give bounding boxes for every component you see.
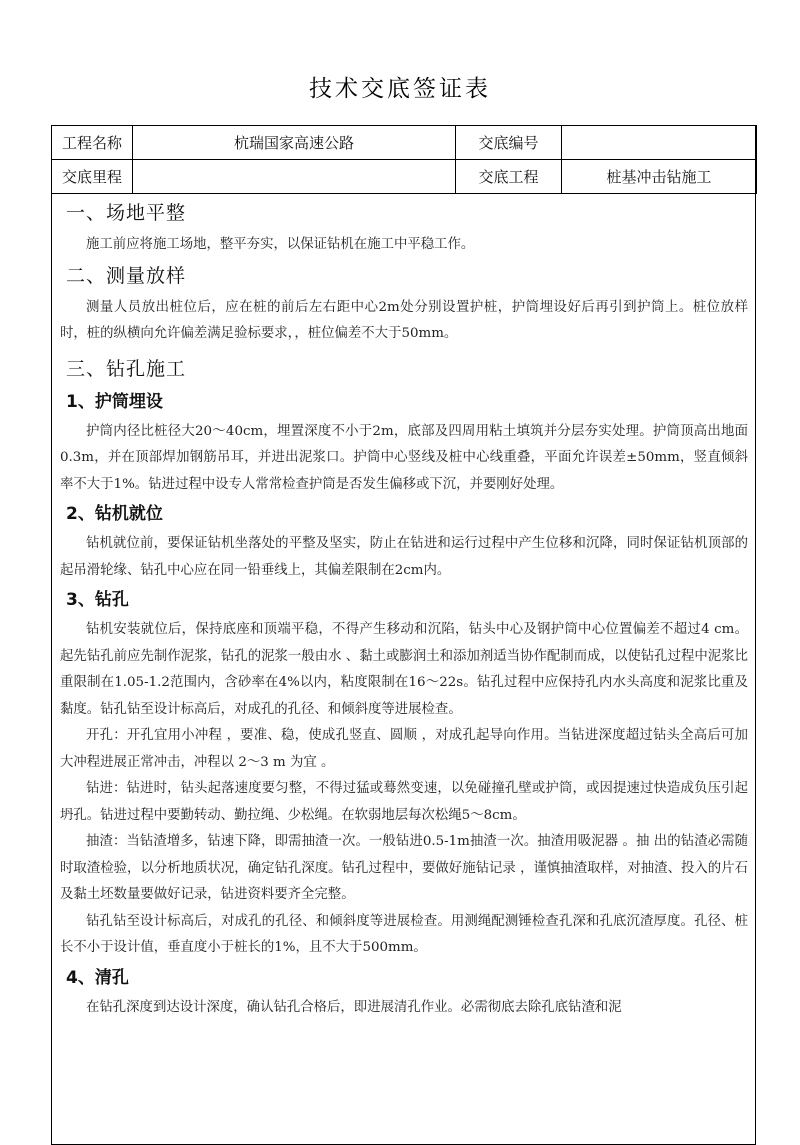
subsection-paragraph: 抽渣：当钻渣增多，钻速下降，即需抽渣一次。一般钻进0.5-1m抽渣一次。抽渣用吸泥器 。抽 出的钻渣必需随时取渣检验，以分析地质状况，确定钻孔深度。钻孔过程中，要做好施钻记录 ，谨慎抽渣取样，对抽渣、投入的片石及黏土坯数量要做好记录，钻进资料要齐全完整。 — [60, 834, 748, 902]
section-heading-drilling: 三、钻孔施工 — [66, 357, 187, 380]
subsection-heading-casing: 1、护筒埋设 — [66, 391, 163, 412]
subsection-paragraph: 在钻孔深度到达设计深度，确认钻孔合格后，即进展清孔作业。必需彻底去除孔底钻渣和泥 — [86, 999, 622, 1015]
handover-mileage-label: 交底里程 — [52, 160, 133, 194]
header-row-1 — [52, 126, 757, 160]
section-heading-survey: 二、测量放样 — [66, 264, 187, 287]
document-body — [60, 196, 748, 1021]
document-title: 技术交底签证表 — [309, 76, 491, 102]
handover-number-value — [562, 126, 757, 160]
subsection-paragraph: 钻孔钻至设计标高后，对成孔的孔径、和倾斜度等进展检查。用测绳配测锤检查孔深和孔底沉渣厚度。孔径、桩长不小于设计值，垂直度小于桩长的1%，且不大于500mm。 — [60, 913, 748, 955]
subsection-heading-boring: 3、钻孔 — [66, 590, 129, 610]
handover-work-label: 交底工程 — [456, 160, 562, 194]
section-paragraph: 测量人员放出桩位后，应在桩的前后左右距中心2m处分别设置护桩，护筒埋设好后再引到护筒上。桩位放样时，桩的纵横向允许偏差满足验标要求，，桩位偏差不大于50mm。 — [60, 299, 748, 341]
handover-number-label: 交底编号 — [456, 126, 562, 160]
handover-work-value: 桩基冲击钻施工 — [562, 160, 757, 194]
subsection-paragraph: 钻机安装就位后，保持底座和顶端平稳，不得产生移动和沉陷，钻头中心及钢护筒中心位置偏差不超过4 cm。起先钻孔前应先制作泥浆，钻孔的泥浆一般由水 、黏土或膨润土和添加剂适当协作配制而成，以使钻孔过程中泥浆比重限制在1.05-1.2范围内，含砂率在4%以内，粘度限制在16～22s。钻孔过程中应保持孔内水头高度和泥浆比重及黏度。钻孔钻至设计标高后，对成孔的孔径、和倾斜度等进展检查。 — [60, 622, 748, 717]
header-table — [51, 125, 757, 194]
section-heading-site-leveling: 一、场地平整 — [66, 202, 187, 224]
subsection-paragraph: 开孔：开孔宜用小冲程 ，要准、稳，使成孔竖直、圆顺 ，对成孔起导向作用。当钻进深度超过钻头全高后可加大冲程进展正常冲击，冲程以 2～3 m 为宜 。 — [60, 728, 748, 770]
subsection-paragraph: 钻机就位前，要保证钻机坐落处的平整及坚实，防止在钻进和运行过程中产生位移和沉降，同时保证钻机顶部的起吊滑轮缘、钻孔中心应在同一铅垂线上，其偏差限制在2cm内。 — [60, 536, 748, 578]
subsection-heading-hole-cleaning: 4、清孔 — [66, 967, 129, 988]
section-paragraph: 施工前应将施工场地，整平夯实，以保证钻机在施工中平稳工作。 — [86, 237, 475, 252]
header-row-2 — [52, 160, 757, 194]
subsection-heading-rig-positioning: 2、钻机就位 — [66, 504, 163, 524]
project-name-label: 工程名称 — [52, 126, 133, 160]
handover-mileage-value — [133, 160, 456, 194]
subsection-paragraph: 护筒内径比桩径大20～40cm，埋置深度不小于2m，底部及四周用粘土填筑并分层夯实处理。护筒顶高出地面0.3m，并在顶部焊加钢筋吊耳，并进出泥浆口。护筒中心竖线及桩中心线重叠，平面允许误差±50mm，竖直倾斜率不大于1%。钻进过程中设专人常常检查护筒是否发生偏移或下沉，并要刚好处理。 — [60, 423, 748, 492]
subsection-paragraph: 钻进：钻进时，钻头起落速度要匀整，不得过猛或蓦然变速，以免碰撞孔壁或护筒，或因提速过快造成负压引起坍孔。钻进过程中要勤转动、勤拉绳、少松绳。在软弱地层每次松绳5～8cm。 — [60, 781, 748, 823]
project-name-value: 杭瑞国家高速公路 — [133, 126, 456, 160]
